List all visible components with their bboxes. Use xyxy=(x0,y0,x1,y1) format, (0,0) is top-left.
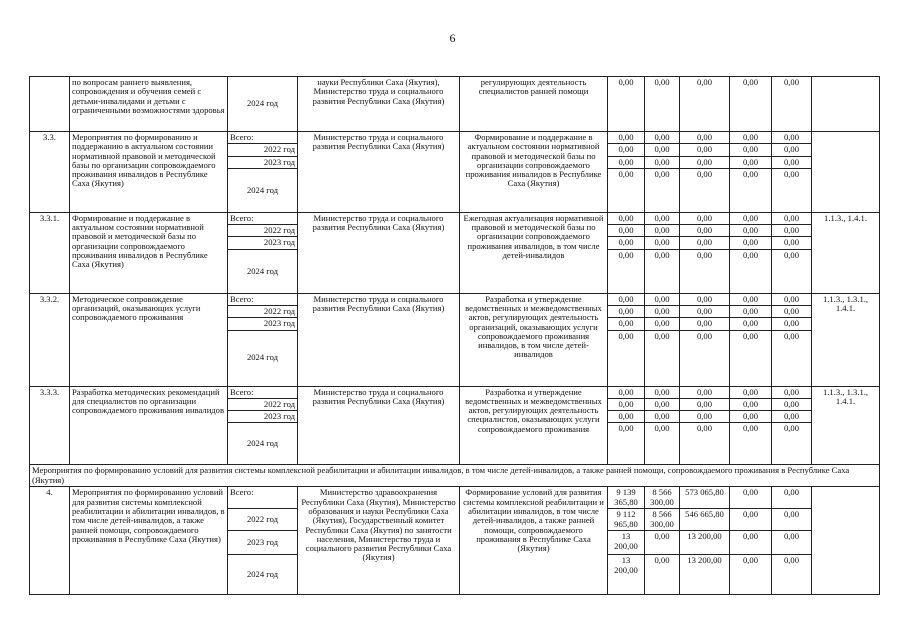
executor: Министерство труда и социального развития Республики Саха (Якутия) xyxy=(298,212,460,293)
value-cell: 0,00 xyxy=(608,237,645,249)
value-cell: 0,00 xyxy=(730,249,772,293)
value-cell: 0,00 xyxy=(608,386,645,398)
value-cell: 0,00 xyxy=(608,77,645,132)
section-title: Мероприятия по формированию условий для развития системы комплексной реабилитации и абилитации инвалидов, в том числе детей-инвалидов, а также ранней помощи, сопровождаемого проживания в Республике Саха (Якутия) xyxy=(30,465,880,487)
value-cell: 0,00 xyxy=(645,555,680,595)
value-cell: 0,00 xyxy=(608,132,645,144)
value-cell: 0,00 xyxy=(680,330,730,386)
value-cell: 0,00 xyxy=(680,237,730,249)
value-cell: 0,00 xyxy=(645,168,680,212)
row-number: 3.3.1. xyxy=(30,212,70,293)
row-number: 4. xyxy=(30,487,70,595)
value-cell: 0,00 xyxy=(608,144,645,156)
value-cell: 0,00 xyxy=(608,156,645,168)
value-cell: 0,00 xyxy=(772,168,812,212)
year-label: 2023 год xyxy=(228,318,298,330)
value-cell: 0,00 xyxy=(730,212,772,224)
value-cell: 0,00 xyxy=(645,225,680,237)
value-cell: 0,00 xyxy=(645,144,680,156)
value-cell: 0,00 xyxy=(680,386,730,398)
value-cell: 0,00 xyxy=(730,318,772,330)
year-label: Всего: xyxy=(228,487,298,509)
indicator-link xyxy=(812,77,880,132)
year-label: 2023 год xyxy=(228,411,298,423)
table-row xyxy=(30,487,880,509)
measure-name: Мероприятия по формированию условий для развития системы комплексной реабилитации и абилитации инвалидов, в том числе детей-инвалидов, а также ранней помощи, сопровождаемого проживания в Республике Саха (Якутия) xyxy=(70,487,228,595)
value-cell: 0,00 xyxy=(645,77,680,132)
value-cell: 0,00 xyxy=(608,293,645,305)
value-cell: 0,00 xyxy=(730,156,772,168)
value-cell: 0,00 xyxy=(772,212,812,224)
result: Разработка и утверждение ведомственных и межведомственных актов, регулирующих деятельность организаций, оказывающих услуги сопровождаемого проживания инвалидов, в том числе детей-инвалидов xyxy=(460,293,608,386)
value-cell: 0,00 xyxy=(730,144,772,156)
value-cell: 8 566 300,00 xyxy=(645,509,680,531)
value-cell: 0,00 xyxy=(772,330,812,386)
value-cell: 13 200,00 xyxy=(608,531,645,555)
value-cell: 0,00 xyxy=(730,305,772,317)
value-cell: 0,00 xyxy=(645,330,680,386)
value-cell: 0,00 xyxy=(645,293,680,305)
table-row-continuation xyxy=(30,77,880,132)
indicator-link: 1.1.3., 1.3.1., 1.4.1. xyxy=(812,386,880,465)
program-table xyxy=(29,76,880,595)
section-row xyxy=(30,465,880,487)
value-cell: 0,00 xyxy=(608,168,645,212)
value-cell: 0,00 xyxy=(645,237,680,249)
value-cell: 0,00 xyxy=(608,212,645,224)
value-cell: 0,00 xyxy=(772,132,812,144)
table-row xyxy=(30,386,880,398)
value-cell: 0,00 xyxy=(645,411,680,423)
year-label: 2023 год xyxy=(228,237,298,249)
year-label: 2022 год xyxy=(228,509,298,531)
result: Ежегодная актуализация нормативной правовой и методической базы по организации сопровождаемого проживания инвалидов, в том числе детей-инвалидов xyxy=(460,212,608,293)
value-cell: 0,00 xyxy=(680,305,730,317)
result: Разработка и утверждение ведомственных и межведомственных актов, регулирующих деятельность специалистов, оказывающих услуги сопровождаемого проживания xyxy=(460,386,608,465)
value-cell: 0,00 xyxy=(645,423,680,465)
value-cell: 0,00 xyxy=(730,77,772,132)
value-cell: 0,00 xyxy=(645,249,680,293)
executor: Министерство труда и социального развития Республики Саха (Якутия) xyxy=(298,386,460,465)
value-cell: 0,00 xyxy=(608,305,645,317)
year-label: 2024 год xyxy=(228,423,298,465)
value-cell: 0,00 xyxy=(680,144,730,156)
value-cell: 0,00 xyxy=(772,509,812,531)
year-label: 2023 год xyxy=(228,156,298,168)
value-cell: 0,00 xyxy=(680,212,730,224)
year-label: 2024 год xyxy=(228,77,298,132)
executor: Министерство труда и социального развития Республики Саха (Якутия) xyxy=(298,293,460,386)
row-number xyxy=(30,77,70,132)
value-cell: 0,00 xyxy=(730,330,772,386)
table-row xyxy=(30,132,880,144)
value-cell: 0,00 xyxy=(680,293,730,305)
value-cell: 13 200,00 xyxy=(680,531,730,555)
table-row xyxy=(30,293,880,305)
row-number: 3.3. xyxy=(30,132,70,213)
result: регулирующих деятельность специалистов ранней помощи xyxy=(460,77,608,132)
value-cell: 0,00 xyxy=(730,237,772,249)
value-cell: 0,00 xyxy=(645,398,680,410)
value-cell: 0,00 xyxy=(608,249,645,293)
value-cell: 13 200,00 xyxy=(608,555,645,595)
value-cell: 0,00 xyxy=(608,330,645,386)
value-cell: 0,00 xyxy=(608,411,645,423)
value-cell: 0,00 xyxy=(772,156,812,168)
row-number: 3.3.2. xyxy=(30,293,70,386)
value-cell: 0,00 xyxy=(730,555,772,595)
value-cell: 0,00 xyxy=(680,249,730,293)
year-label: Всего: xyxy=(228,132,298,144)
year-label: 2024 год xyxy=(228,330,298,386)
value-cell: 0,00 xyxy=(772,293,812,305)
year-label: 2022 год xyxy=(228,398,298,410)
value-cell: 0,00 xyxy=(680,168,730,212)
value-cell: 0,00 xyxy=(730,423,772,465)
result: Формирование условий для развития системы комплексной реабилитации и абилитации инвалидов, в том числе детей-инвалидов, а также ранней помощи, сопровождаемого проживания в Республике Саха (Якутия) xyxy=(460,487,608,595)
year-label: Всего: xyxy=(228,293,298,305)
value-cell: 9 112 965,80 xyxy=(608,509,645,531)
indicator-link xyxy=(812,132,880,213)
value-cell: 0,00 xyxy=(772,77,812,132)
value-cell: 0,00 xyxy=(730,293,772,305)
year-label: 2022 год xyxy=(228,225,298,237)
page-number: 6 xyxy=(449,31,456,45)
value-cell: 0,00 xyxy=(608,423,645,465)
value-cell: 0,00 xyxy=(608,398,645,410)
measure-name: по вопросам раннего выявления, сопровождения и обучения семей с детьми-инвалидами и детьми с ограниченными возможностями здоровья xyxy=(70,77,228,132)
value-cell: 0,00 xyxy=(680,423,730,465)
year-label: 2024 год xyxy=(228,249,298,293)
table-row xyxy=(30,212,880,224)
value-cell: 0,00 xyxy=(730,509,772,531)
value-cell: 0,00 xyxy=(730,531,772,555)
value-cell: 0,00 xyxy=(772,411,812,423)
value-cell: 0,00 xyxy=(680,318,730,330)
value-cell: 0,00 xyxy=(680,156,730,168)
value-cell: 0,00 xyxy=(730,398,772,410)
value-cell: 0,00 xyxy=(772,249,812,293)
value-cell: 0,00 xyxy=(772,398,812,410)
value-cell: 0,00 xyxy=(645,305,680,317)
value-cell: 0,00 xyxy=(608,318,645,330)
row-number: 3.3.3. xyxy=(30,386,70,465)
measure-name: Мероприятия по формированию и поддержанию в актуальном состоянии нормативной правовой и методической базы по организации сопровождаемого проживания инвалидов в Республике Саха (Якутия) xyxy=(70,132,228,213)
value-cell: 0,00 xyxy=(730,225,772,237)
result: Формирование и поддержание в актуальном состоянии нормативной правовой и методической базы по организации сопровождаемого проживания инвалидов в Республике Саха (Якутия) xyxy=(460,132,608,213)
measure-name: Разработка методических рекомендаций для специалистов по организации сопровождаемого проживания инвалидов xyxy=(70,386,228,465)
year-label: 2024 год xyxy=(228,555,298,595)
value-cell: 0,00 xyxy=(680,132,730,144)
value-cell: 0,00 xyxy=(772,555,812,595)
executor: Министерство труда и социального развития Республики Саха (Якутия) xyxy=(298,132,460,213)
measure-name: Формирование и поддержание в актуальном состоянии нормативной правовой и методической базы по организации сопровождаемого проживания инвалидов в Республике Саха (Якутия) xyxy=(70,212,228,293)
value-cell: 0,00 xyxy=(730,386,772,398)
executor: Министерство здравоохранения Республики Саха (Якутия), Министерство образования и науки Республики Саха (Якутия), Государственный комитет Республики Саха (Якутия) по занятости населения, Министерство труда и социального развития Республики Саха (Якутия) xyxy=(298,487,460,595)
value-cell: 573 065,80 xyxy=(680,487,730,509)
value-cell: 0,00 xyxy=(608,225,645,237)
year-label: 2024 год xyxy=(228,168,298,212)
executor: науки Республики Саха (Якутия), Министерство труда и социального развития Республики Саха (Якутия) xyxy=(298,77,460,132)
value-cell: 0,00 xyxy=(772,423,812,465)
value-cell: 0,00 xyxy=(730,487,772,509)
value-cell: 13 200,00 xyxy=(680,555,730,595)
measure-name: Методическое сопровождение организаций, оказывающих услуги сопровождаемого проживания xyxy=(70,293,228,386)
indicator-link xyxy=(812,487,880,595)
year-label: Всего: xyxy=(228,386,298,398)
value-cell: 0,00 xyxy=(772,305,812,317)
value-cell: 0,00 xyxy=(772,237,812,249)
year-label: 2023 год xyxy=(228,531,298,555)
value-cell: 0,00 xyxy=(772,225,812,237)
value-cell: 0,00 xyxy=(680,77,730,132)
value-cell: 0,00 xyxy=(772,144,812,156)
year-label: 2022 год xyxy=(228,305,298,317)
indicator-link: 1.1.3., 1.3.1., 1.4.1. xyxy=(812,293,880,386)
value-cell: 0,00 xyxy=(730,132,772,144)
value-cell: 546 665,80 xyxy=(680,509,730,531)
value-cell: 0,00 xyxy=(680,411,730,423)
value-cell: 9 139 365,80 xyxy=(608,487,645,509)
year-label: Всего: xyxy=(228,212,298,224)
value-cell: 0,00 xyxy=(680,398,730,410)
value-cell: 0,00 xyxy=(645,531,680,555)
value-cell: 0,00 xyxy=(772,531,812,555)
value-cell: 0,00 xyxy=(645,318,680,330)
value-cell: 0,00 xyxy=(645,132,680,144)
value-cell: 0,00 xyxy=(730,411,772,423)
value-cell: 0,00 xyxy=(645,386,680,398)
indicator-link: 1.1.3., 1.4.1. xyxy=(812,212,880,293)
value-cell: 0,00 xyxy=(772,318,812,330)
value-cell: 0,00 xyxy=(645,156,680,168)
value-cell: 0,00 xyxy=(730,168,772,212)
value-cell: 0,00 xyxy=(772,386,812,398)
value-cell: 0,00 xyxy=(772,487,812,509)
value-cell: 0,00 xyxy=(680,225,730,237)
value-cell: 8 566 300,00 xyxy=(645,487,680,509)
value-cell: 0,00 xyxy=(645,212,680,224)
year-label: 2022 год xyxy=(228,144,298,156)
